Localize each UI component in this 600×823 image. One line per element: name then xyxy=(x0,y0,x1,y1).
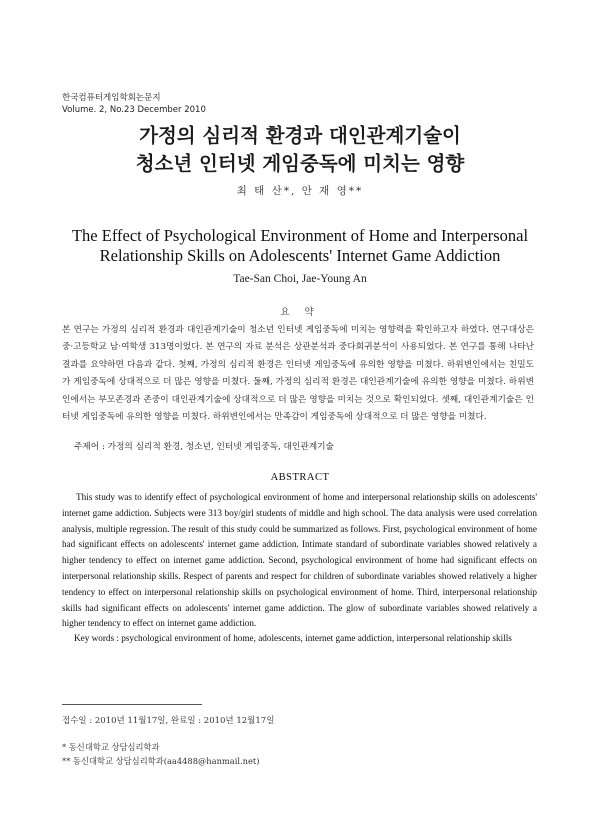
received-date: 접수일 : 2010년 11월17일, 완료일 : 2010년 12월17일 xyxy=(62,716,275,726)
english-title-line2: Relationship Skills on Adolescents' Internet Game Addiction xyxy=(99,246,501,265)
korean-abstract-body: 본 연구는 가정의 심리적 환경과 대인관계기술이 청소년 인터넷 게임중독에 미치는 영향력을 확인하고자 하였다. 연구대상은 중·고등학교 남·여학생 313명이었다. 본 연구의 자료 분석은 상관분석과 중다회귀분석이 사용되었다. 본 연구를 통해 나타난 결과를 요약하면 다음과 같다. 첫째, 가정의 심리적 환경은 인터넷 게임중독에 유의한 영향을 미쳤다. 하위변인에서는 친밀도가 게임중독에 상대적으로 더 많은 영향을 미쳤다. 둘째, 가정의 심리적 환경은 대인관계기술에 유의한 영향을 미쳤다. 하위변인에서는 부모존경과 존중이 대인관계기술에 상대적으로 더 많은 영향을 미치는 것으로 확인되었다. 셋째, 대인관계기술은 인터넷 게임중독에 유의한 영향을 미쳤다. 하위변인에서는 만족감이 게임중독에 상대적으로 더 많은 영향을 미쳤다. xyxy=(62,325,534,423)
journal-header xyxy=(62,92,206,116)
korean-abstract-heading: 요 약 xyxy=(280,307,320,318)
journal-volume: Volume. 2, No.23 December 2010 xyxy=(62,105,206,115)
footnote-divider xyxy=(62,704,202,705)
journal-name: 한국컴퓨터게임학회논문지 xyxy=(62,93,161,103)
english-title-line1: The Effect of Psychological Environment of Home and Interpersonal xyxy=(71,226,529,245)
english-abstract-body: This study was to identify effect of psychological environment of home and interpersonal relationship skills on adolescents' internet game addiction. Subjects were 313 boy/girl students of middle and high school. The data analysis were used correlation analysis, multiple regression. The result of this study could be summarized as follows. First, psychological environment of home had significant effects on adolescents' internet game addiction. Intimate standard of subordinate variables showed relatively a higher tendency to effect on internet game addiction. Second, psychological environment of home had significant effects on interpersonal relationship skills. Respect of parents and respect for children of subordinate variables showed relatively a higher tendency to effect on interpersonal relationship skills on psychological environment of home. Third, interpersonal relationship skills had significant effects on adolescents' internet game addiction. The glow of subordinate variables showed relatively a higher tendency to effect on internet game addiction. xyxy=(62,492,537,629)
korean-title-line2: 청소년 인터넷 게임중독에 미치는 영향 xyxy=(135,152,465,175)
english-keywords: Key words : psychological environment of home, adolescents, internet game addiction, interpersonal relationship skills xyxy=(74,633,512,643)
english-abstract-heading: ABSTRACT xyxy=(270,472,330,483)
korean-title-line1: 가정의 심리적 환경과 대인관계기술이 xyxy=(139,124,461,147)
footnote-1: * 동신대학교 상담심리학과 xyxy=(62,742,160,752)
korean-authors: 최 태 산*, 안 재 영** xyxy=(236,185,364,197)
korean-keywords: 주제어 : 가정의 심리적 환경, 청소년, 인터넷 게임중독, 대인관계기술 xyxy=(74,442,334,452)
footnote-2: ** 동신대학교 상담심리학과(aa4488@hanmail.net) xyxy=(62,756,260,766)
english-authors: Tae-San Choi, Jae-Young An xyxy=(233,273,367,285)
